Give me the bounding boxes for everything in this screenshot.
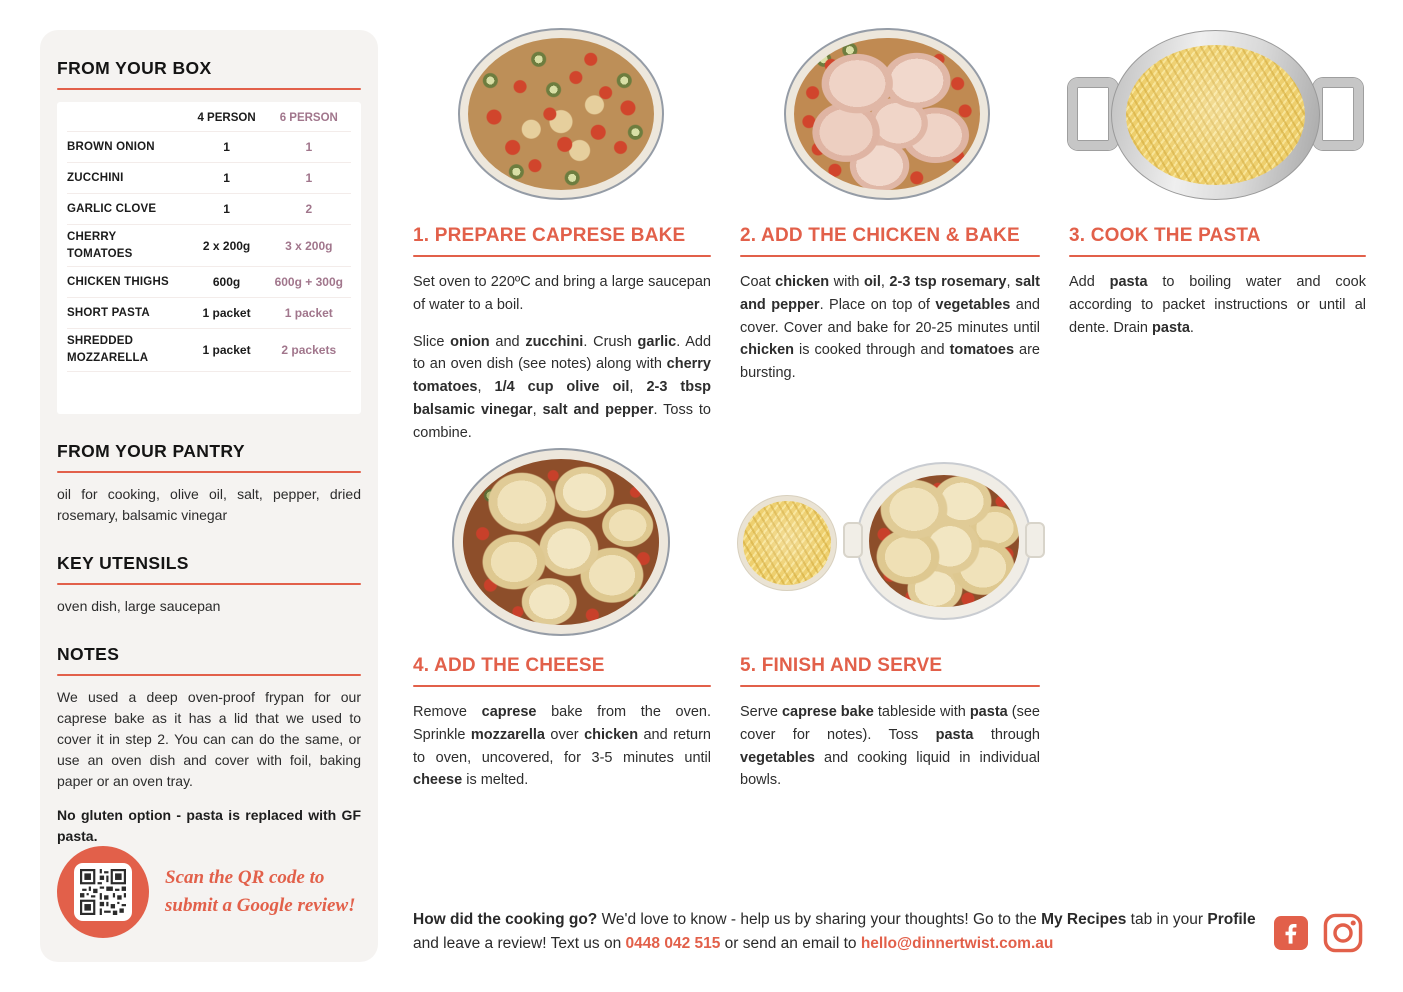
notes-section (57, 644, 361, 847)
table-header-row (67, 104, 351, 132)
qty-4-person: 600g (212, 275, 241, 290)
ingredient-name: ZUCCHINI (67, 171, 124, 184)
table-spacer-row (67, 372, 351, 408)
table-row (67, 225, 351, 267)
step-4-paragraph: Remove caprese bake from the oven. Sprinkle mozzarella over chicken and return to oven, uncovered, for 3-5 minutes until cheese is melted. (413, 704, 712, 789)
pantry-section (57, 441, 361, 526)
step-2-title: 2. ADD THE CHICKEN & BAKE (740, 225, 1020, 246)
step5-photo-serve (736, 462, 1036, 622)
step-5-title: 5. FINISH AND SERVE (740, 655, 943, 676)
ingredient-name: SHORT PASTA (67, 307, 150, 319)
qty-4-person: 2 x 200g (202, 238, 251, 253)
step-1-title: 1. PREPARE CAPRESE BAKE (413, 225, 686, 246)
step-1 (413, 225, 711, 458)
divider (740, 685, 1040, 687)
table-row (67, 298, 351, 329)
divider (57, 471, 361, 473)
qty-6-person: 1 (305, 171, 313, 185)
social-links (1274, 913, 1363, 958)
review-qr-block (57, 846, 361, 938)
qty-6-person: 600g + 300g (274, 275, 343, 290)
table-row (67, 267, 351, 298)
facebook-icon[interactable] (1274, 916, 1308, 955)
ingredients-table (57, 102, 361, 414)
step-5 (740, 655, 1040, 806)
table-header-4-person: 4 PERSON (197, 111, 256, 124)
qr-code-pattern (74, 863, 132, 921)
pasta-bowl (738, 496, 836, 590)
step4-photo-cheese-pan (452, 448, 670, 636)
qty-4-person: 1 packet (202, 343, 251, 358)
step3-photo-pasta-pot (1068, 30, 1363, 200)
step-2-paragraph: Coat chicken with oil, 2-3 tsp rosemary, salt and pepper. Place on top of vegetables and cover. Cover and bake for 20-25 minutes until chicken is cooked through and tomatoes are bursting. (740, 274, 1040, 381)
step-2 (740, 225, 1040, 399)
instagram-icon[interactable] (1323, 913, 1363, 958)
step-1-paragraph: Set oven to 220ºC and bring a large saucepan of water to a boil. (413, 274, 711, 313)
divider (1069, 255, 1366, 257)
divider (740, 255, 1040, 257)
utensils-section (57, 553, 361, 617)
table-row (67, 163, 351, 194)
notes-gluten-text: No gluten option - pasta is replaced with GF pasta. (57, 806, 361, 844)
divider (57, 583, 361, 585)
ingredient-name: GARLIC CLOVE (67, 202, 157, 215)
step-5-paragraph: Serve caprese bake tableside with pasta (see cover for notes). Toss pasta through vegetables and cooking liquid in individual bowls. (740, 704, 1040, 789)
utensils-text: oven dish, large saucepan (57, 597, 221, 614)
qty-6-person: 3 x 200g (285, 238, 333, 253)
ingredient-name: CHICKEN THIGHS (67, 276, 169, 288)
section-title-from-your-box: FROM YOUR BOX (57, 58, 212, 78)
step-3 (1069, 225, 1366, 353)
divider (413, 255, 711, 257)
pan-handle (843, 522, 863, 558)
table-row (67, 194, 351, 225)
ingredient-name: SHREDDED MOZZARELLA (67, 335, 149, 365)
qty-4-person: 1 (223, 171, 230, 185)
divider (413, 685, 711, 687)
ingredient-name: BROWN ONION (67, 140, 155, 153)
step2-photo-chicken-pan (784, 28, 990, 200)
qty-6-person: 2 packets (281, 343, 337, 358)
step-4-title: 4. ADD THE CHEESE (413, 655, 605, 676)
notes-text: We used a deep oven-proof frypan for our caprese bake as it has a lid that we used to cover it in step 2. You can can do the same, or use an oven dish and cover with foil, baking paper or an oven tray. (57, 688, 361, 789)
table-header-6-person: 6 PERSON (279, 111, 338, 124)
step-1-paragraph: Slice onion and zucchini. Crush garlic. Add to an oven dish (see notes) along with cherry tomatoes, 1/4 cup olive oil, 2-3 tbsp balsamic vinegar, salt and pepper. Toss to combine. (413, 333, 712, 441)
qr-caption: Scan the QR code to submit a Google review! (165, 866, 356, 916)
section-title-notes: NOTES (57, 643, 120, 664)
divider (57, 674, 361, 676)
step1-photo-vegetables-pan (458, 28, 664, 200)
sidebar (40, 30, 378, 962)
step-3-paragraph: Add pasta to boiling water and cook according to packet instructions or until al dente. Drain pasta. (1069, 274, 1366, 336)
qty-4-person: 1 packet (202, 306, 251, 321)
baked-dish-pan (856, 462, 1032, 620)
table-row (67, 132, 351, 163)
pantry-text: oil for cooking, olive oil, salt, pepper, dried rosemary, balsamic vinegar (57, 485, 361, 523)
pot-handle (1313, 78, 1363, 150)
qty-6-person: 2 (305, 202, 313, 216)
divider (57, 88, 361, 90)
qty-6-person: 1 packet (284, 306, 333, 321)
qty-4-person: 1 (223, 140, 230, 154)
step-4 (413, 655, 711, 806)
qty-4-person: 1 (223, 202, 230, 216)
step-3-title: 3. COOK THE PASTA (1069, 225, 1261, 246)
section-title-pantry: FROM YOUR PANTRY (57, 440, 245, 461)
qr-code[interactable] (57, 846, 149, 938)
table-row (67, 329, 351, 371)
pot-body (1111, 30, 1320, 200)
qty-6-person: 1 (305, 140, 313, 154)
ingredient-name: CHERRY TOMATOES (67, 231, 133, 260)
pan-handle (1025, 522, 1045, 558)
section-title-utensils: KEY UTENSILS (57, 552, 189, 573)
feedback-message: How did the cooking go? We'd love to know - help us by sharing your thoughts! Go to the My Recipes tab in your Profile and leave a review! Text us on 0448 042 515 or send an email to hello@dinnertwist.com.au (413, 911, 1256, 953)
